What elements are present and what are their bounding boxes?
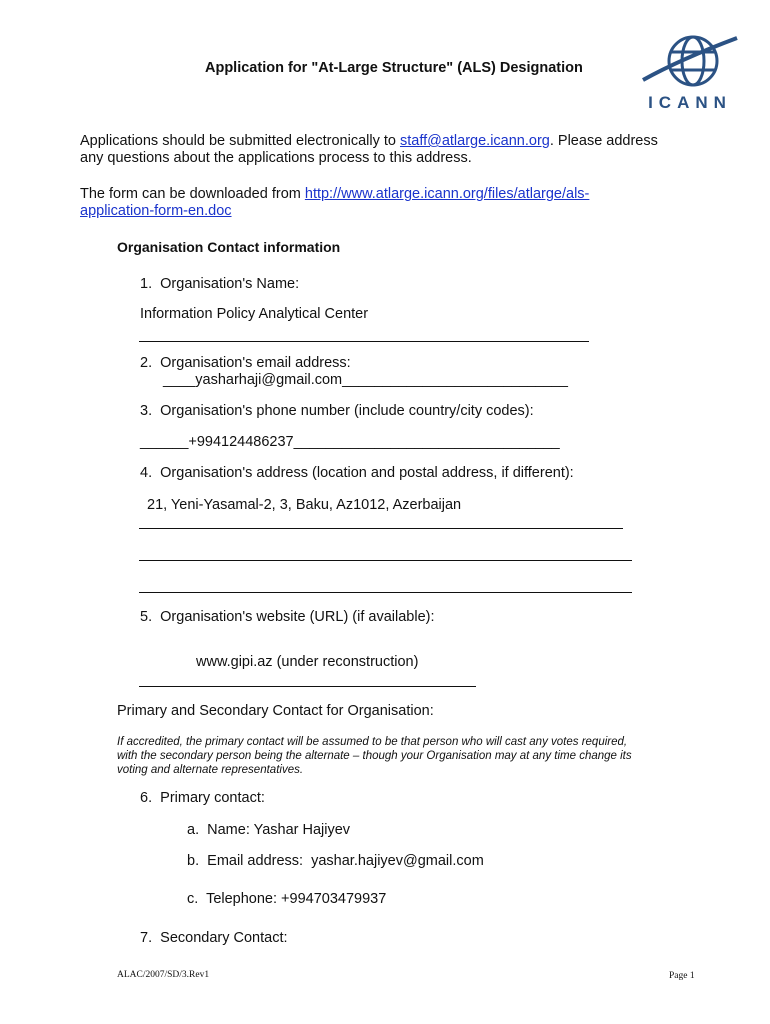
form-download-link-continued[interactable]: application-form-en.doc [80,203,232,219]
question-organisation-phone: 3. Organisation's phone number (include country/city codes): [140,403,534,419]
logo-wordmark: ICANN [648,93,732,112]
question-organisation-website: 5. Organisation's website (URL) (if available): [140,609,435,625]
answer-underline [139,686,476,687]
intro-paragraph-2-line-2 [80,203,232,220]
answer-underline [139,341,589,342]
globe-icon [635,30,745,92]
page-title: Application for "At-Large Structure" (ALS) Designation [205,60,583,76]
staff-email-link[interactable]: staff@atlarge.icann.org [399,133,550,149]
answer-organisation-address[interactable]: 21, Yeni-Yasamal-2, 3, Baku, Az1012, Azerbaijan [147,497,462,513]
contacts-note-line-2: with the secondary person being the alternate – though your Organisation may at any time change its [117,750,632,762]
question-secondary-contact: 7. Secondary Contact: [140,930,288,946]
answer-organisation-website[interactable]: www.gipi.az (under reconstruction) [196,654,419,670]
icann-logo [635,30,745,120]
question-organisation-email: 2. Organisation's email address: [140,355,351,371]
intro-paragraph-1: Applications should be submitted electronically to staff@atlarge.icann.org. Please address [80,133,658,149]
question-primary-contact: 6. Primary contact: [140,790,265,806]
footer-document-id: ALAC/2007/SD/3.Rev1 [117,970,210,980]
answer-underline [139,560,632,561]
contacts-heading: Primary and Secondary Contact for Organisation: [117,703,434,719]
section-title: Organisation Contact information [117,239,341,255]
primary-contact-name[interactable]: a. Name: Yashar Hajiyev [187,822,351,838]
contacts-note-line-1: If accredited, the primary contact will be assumed to be that person who will cast any votes required, [117,736,628,748]
primary-contact-email[interactable]: b. Email address: yashar.hajiyev@gmail.com [187,853,484,869]
contacts-note-line-3: voting and alternate representatives. [117,764,304,776]
answer-organisation-phone[interactable]: ______+994124486237_________________________________ [140,434,560,450]
question-organisation-name: 1. Organisation's Name: [140,276,300,292]
answer-underline [139,592,632,593]
footer-page-number: Page 1 [669,971,695,981]
intro-paragraph-1-line-2: any questions about the applications process to this address. [80,150,472,166]
answer-organisation-email[interactable]: ____yasharhaji@gmail.com____________________________ [163,372,568,388]
answer-underline [139,528,623,529]
answer-organisation-name[interactable]: Information Policy Analytical Center [140,306,369,322]
intro-paragraph-2: The form can be downloaded from http://www.atlarge.icann.org/files/atlarge/als- [80,186,590,202]
form-download-link[interactable]: http://www.atlarge.icann.org/files/atlarge/als- [304,186,590,202]
primary-contact-phone[interactable]: c. Telephone: +994703479937 [187,891,387,907]
question-organisation-address: 4. Organisation's address (location and postal address, if different): [140,465,574,481]
